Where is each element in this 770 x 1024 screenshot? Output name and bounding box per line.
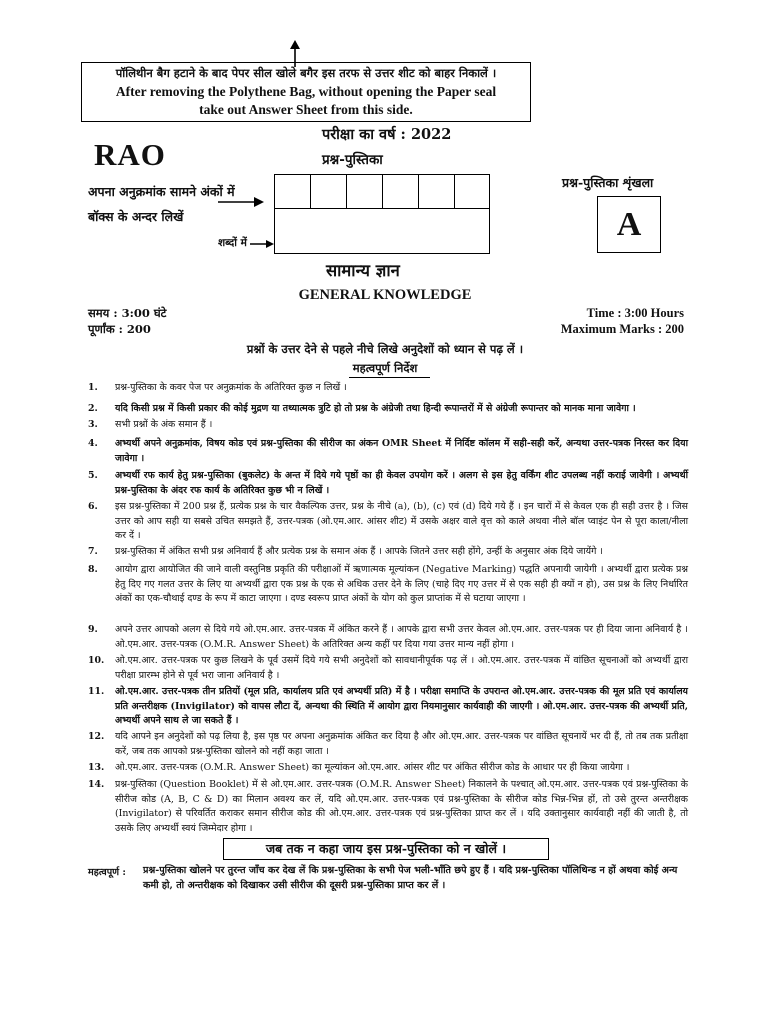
instruction-text: इस प्रश्न-पुस्तिका में 200 प्रश्न हैं, प्रत्येक प्रश्न के चार वैकल्पिक उत्तर, प्रश्न के नीचे (a), (b), (c) एवं (d) दिये गये हैं । इन चारों में से केवल एक ही सही उत्तर है । जिस उत्तर को आप सही या सबसे उचित समझते हैं, उत्तर-पत्रक (ओ.एम.आर. आंसर शीट) में उसके अक्षर वाले वृत्त को काले अथवा नीले बॉल प्वाइंट पेन से पूरा काला/नीला कर दें ।: [115, 501, 688, 542]
instruction-text: यदि किसी प्रश्न में किसी प्रकार की कोई मुद्रण या तथ्यात्मक त्रुटि हो तो प्रश्न के अंग्रेजी तथा हिन्दी रूपान्तरों में से अंग्रेजी रूपान्तर को मानक माना जावेगा ।: [115, 403, 636, 414]
roll-digit-box[interactable]: [455, 175, 489, 209]
instruction-item: [88, 418, 688, 433]
instruction-number: 12.: [88, 731, 105, 742]
heading-underline: [349, 377, 430, 378]
seal-instruction-english-line2: take out Answer Sheet from this side.: [199, 102, 413, 117]
instruction-text: यदि आपने इन अनुदेशों को पढ़ लिया है, इस पृष्ठ पर अपना अनुक्रमांक अंकित कर दिया है और ओ.एम.आर. उत्तर-पत्रक पर वांछित सूचनायें भर दी हैं, तो तब तक प्रतीक्षा करें, जब तक आपको प्रश्न-पुस्तिका खोलने को नहीं कहा जाता ।: [115, 731, 688, 757]
in-words-label: शब्दों में: [218, 237, 247, 249]
seal-instruction-hindi: पॉलिथीन बैग हटाने के बाद पेपर सील खोले बगैर इस तरफ से उत्तर शीट को बाहर निकालें ।: [115, 66, 497, 80]
roll-digit-box[interactable]: [383, 175, 419, 209]
roll-number-grid[interactable]: [274, 174, 490, 254]
instruction-item: [88, 469, 688, 498]
do-not-open-box: जब तक न कहा जाय इस प्रश्न-पुस्तिका को न खोलें ।: [223, 838, 549, 860]
booklet-label: प्रश्न-पुस्तिका: [322, 152, 383, 168]
instruction-text: ओ.एम.आर. उत्तर-पत्रक (O.M.R. Answer Sheet) का मूल्यांकन ओ.एम.आर. आंसर शीट पर अंकित सीरीज कोड के आधार पर ही किया जायेगा ।: [115, 762, 630, 773]
instruction-item: [88, 545, 688, 560]
instruction-text: आयोग द्वारा आयोजित की जाने वाली वस्तुनिष्ठ प्रकृति की परीक्षाओं में ऋणात्मक मूल्यांकन (Negative Marking) पद्धति अपनायी जायेगी । अभ्यर्थी द्वारा प्रत्येक प्रश्न हेतु दिए गए गलत उत्तर के लिए या अभ्यर्थी द्वारा एक प्रश्न के एक से अधिक उत्तर देने के लिए (चाहे दिए गए उत्तर में से एक सही ही क्यों न हो), उस प्रश्न के लिए निर्धारित अंकों का एक-चौथाई दण्ड के रूप में काटा जाएगा । दण्ड स्वरूप प्राप्त अंकों के योग को कुल प्राप्तांक में से घटाया जाएगा ।: [115, 564, 688, 605]
right-arrow-small-icon: [250, 239, 274, 249]
instruction-number: 8.: [88, 564, 98, 575]
right-arrow-icon: [218, 196, 264, 208]
instruction-item: [88, 623, 688, 652]
marks-hindi: पूर्णांक : 200: [88, 322, 151, 336]
instruction-item: [88, 402, 688, 417]
roll-instruction-line2: बॉक्स के अन्दर लिखें: [88, 209, 184, 224]
instruction-item: [88, 761, 688, 776]
instruction-text: अपने उत्तर आपको अलग से दिये गये ओ.एम.आर. उत्तर-पत्रक में अंकित करने हैं । आपके द्वारा सभी उत्तर केवल ओ.एम.आर. उत्तर-पत्रक पर ही दिया जाना अनिवार्य है । ओ.एम.आर. उत्तर-पत्रक (O.M.R. Answer Sheet) के अतिरिक्त अन्य कहीं पर दिया गया उत्तर मान्य नहीं होगा ।: [115, 624, 688, 650]
roll-digit-box[interactable]: [347, 175, 383, 209]
instruction-number: 3.: [88, 419, 98, 430]
important-instructions-heading: महत्वपूर्ण निर्देश: [352, 361, 418, 375]
instruction-item: [88, 437, 688, 466]
subject-english: GENERAL KNOWLEDGE: [298, 287, 472, 303]
exam-year: परीक्षा का वर्ष : 2022: [322, 126, 452, 143]
instruction-number: 9.: [88, 624, 98, 635]
instruction-text: ओ.एम.आर. उत्तर-पत्रक तीन प्रतियों (मूल प्रति, कार्यालय प्रति एवं अभ्यर्थी प्रति) में है । परीक्षा समाप्ति के उपरान्त ओ.एम.आर. उत्तर-पत्रक की मूल प्रति एवं कार्यालय प्रति अन्तरीक्षक (Invigilator) को वापस लौटा दें, अन्यथा की स्थिति में आयोग द्वारा नियमानुसार कार्यवाही की जाएगी । ओ.एम.आर. उत्तर-पत्रक की अभ्यर्थी प्रति, अभ्यर्थी अपने साथ ले जा सकते हैं ।: [115, 686, 688, 727]
instruction-item: [88, 381, 688, 396]
paper-code: RAO: [94, 137, 166, 172]
note-text: प्रश्न-पुस्तिका खोलने पर तुरन्त जाँच कर देख लें कि प्रश्न-पुस्तिका के सभी पेज भली-भाँति छपे हुए हैं । यदि प्रश्न-पुस्तिका पॉलिथिन्ड न हों अथवा कोई अन्य कमी हो, तो अन्तरीक्षक को दिखाकर उसी सीरीज की दूसरी प्रश्न-पुस्तिका प्राप्त कर लें ।: [143, 865, 678, 891]
roll-digit-box[interactable]: [311, 175, 347, 209]
series-box: A: [597, 196, 661, 253]
instruction-number: 6.: [88, 501, 98, 512]
time-hindi: समय : 3:00 घंटे: [88, 306, 167, 320]
instruction-item: [88, 730, 688, 759]
instruction-text: सभी प्रश्नों के अंक समान हैं ।: [115, 419, 213, 430]
marks-english: Maximum Marks : 200: [560, 322, 684, 336]
instruction-text: प्रश्न-पुस्तिका (Question Booklet) में से ओ.एम.आर. उत्तर-पत्रक (O.M.R. Answer Sheet) निकालने के पश्चात् ओ.एम.आर. उत्तर-पत्रक एवं प्रश्न-पुस्तिका के सीरीज कोड (A, B, C & D) का मिलान अवश्य कर लें, यदि ओ.एम.आर. उत्तर-पत्रक एवं प्रश्न-पुस्तिका के सीरीज कोड भिन्न-भिन्न हों, तो उसे तुरन्त अन्तरीक्षक (Invigilator) से परिवर्तित कराकर समान सीरीज कोड की ओ.एम.आर. उत्तर-पत्रक एवं प्रश्न-पुस्तिका प्राप्त कर लें । यदि उक्तानुसार कार्यवाही नहीं की जाती है, तो उसके लिए अभ्यर्थी स्वयं जिम्मेदार होगा ।: [115, 779, 688, 834]
instruction-number: 10.: [88, 655, 105, 666]
roll-digit-box[interactable]: [419, 175, 455, 209]
instruction-item: [88, 563, 688, 607]
instruction-text: प्रश्न-पुस्तिका में अंकित सभी प्रश्न अनिवार्य हैं और प्रत्येक प्रश्न के समान अंक हैं । आपके जितने उत्तर सही होंगे, उन्हीं के अनुसार अंक दिये जायेंगे ।: [115, 546, 603, 557]
roll-digit-box[interactable]: [275, 175, 311, 209]
instruction-text: अभ्यर्थी रफ कार्य हेतु प्रश्न-पुस्तिका (बुकलेट) के अन्त में दिये गये पृष्ठों का ही केवल उपयोग करें । अलग से इस हेतु वर्किंग शीट उपलब्ध नहीं कराई जावेगी । अभ्यर्थी प्रश्न-पुस्तिका के अंदर रफ कार्य के अतिरिक्त कुछ भी न लिखें ।: [115, 470, 688, 496]
roll-instruction-line1: अपना अनुक्रमांक सामने अंकों में: [88, 184, 235, 199]
instruction-item: [88, 654, 688, 683]
instruction-number: 14.: [88, 779, 105, 790]
seal-instruction-english-line1: After removing the Polythene Bag, without opening the Paper seal: [115, 84, 497, 99]
instruction-text: ओ.एम.आर. उत्तर-पत्रक पर कुछ लिखने के पूर्व उसमें दिये गये सभी अनुदेशों को सावधानीपूर्वक पढ़ लें । ओ.एम.आर. उत्तर-पत्रक में वांछित सूचनाओं को अभ्यर्थी द्वारा परीक्षा प्रारम्भ होने से पूर्व भरा जाना अनिवार्य है ।: [115, 655, 688, 681]
instruction-number: 7.: [88, 546, 98, 557]
instruction-number: 2.: [88, 403, 98, 414]
instruction-number: 13.: [88, 762, 105, 773]
instruction-number: 4.: [88, 438, 98, 449]
note-label: महत्वपूर्ण :: [88, 867, 126, 878]
instruction-text: अभ्यर्थी अपने अनुक्रमांक, विषय कोड एवं प्रश्न-पुस्तिका की सीरीज का अंकन OMR Sheet में निर्दिष्ट कॉलम में सही-सही करें, अन्यथा उत्तर-पत्रक निरस्त कर दिया जावेगा ।: [115, 438, 688, 464]
instruction-item: [88, 685, 688, 729]
read-instructions-line: प्रश्नों के उत्तर देने से पहले नीचे लिखे अनुदेशों को ध्यान से पढ़ लें ।: [246, 342, 524, 356]
subject-hindi: सामान्य ज्ञान: [326, 261, 400, 280]
instruction-item: [88, 500, 688, 544]
instruction-number: 5.: [88, 470, 98, 481]
instruction-item: [88, 778, 688, 836]
instruction-text: प्रश्न-पुस्तिका के कवर पेज पर अनुक्रमांक के अतिरिक्त कुछ न लिखें ।: [115, 382, 347, 393]
series-label: प्रश्न-पुस्तिका शृंखला: [562, 175, 654, 190]
instruction-number: 1.: [88, 382, 98, 393]
instruction-number: 11.: [88, 686, 105, 697]
time-english: Time : 3:00 Hours: [586, 306, 684, 320]
